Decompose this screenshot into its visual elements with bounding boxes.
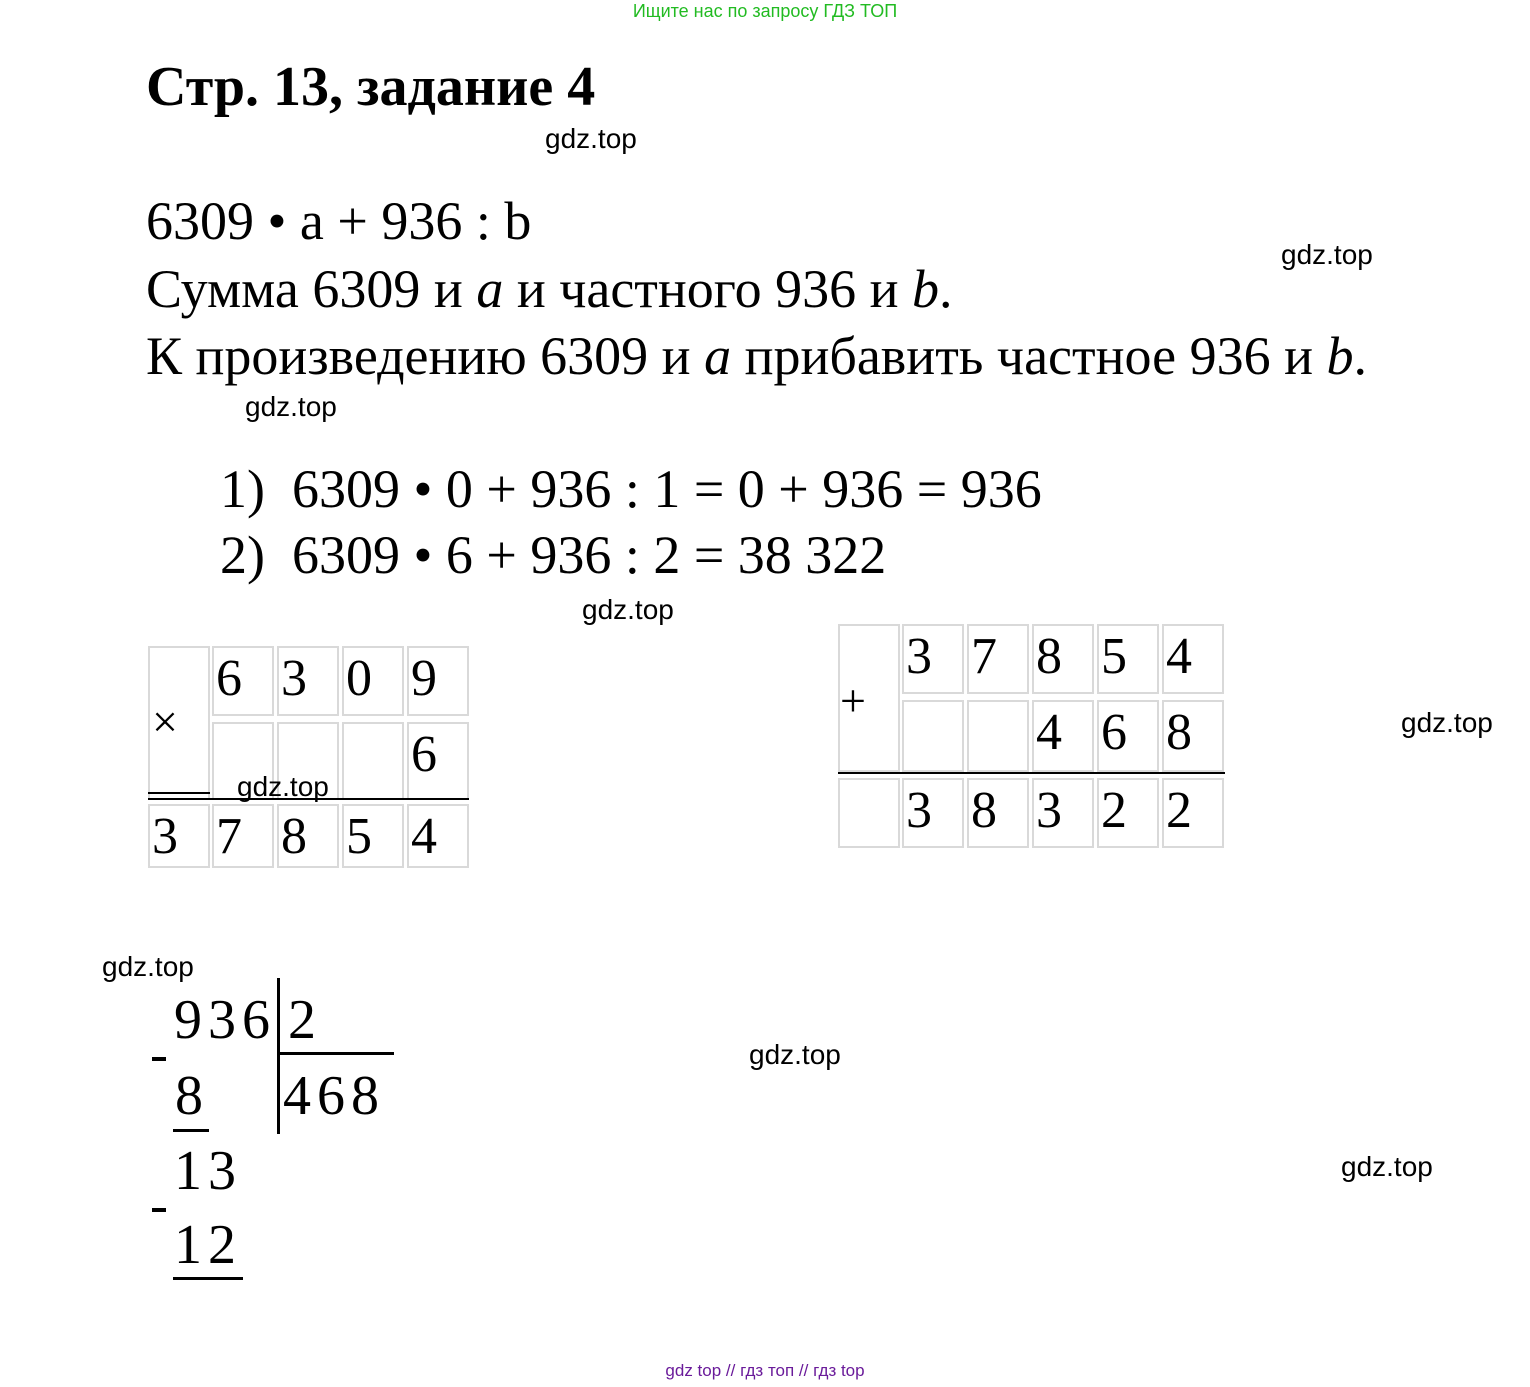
grid-cell: 5 — [1097, 624, 1159, 694]
grid-cell: 4 — [407, 804, 469, 868]
grid-cell: 3 — [902, 778, 964, 848]
watermark: gdz.top — [102, 951, 194, 982]
grid-cell: 7 — [212, 804, 274, 868]
grid-cell — [967, 700, 1029, 772]
divisor: 2 — [288, 989, 322, 1051]
grid-cell: 2 — [1097, 778, 1159, 848]
plus-sign: + — [840, 675, 866, 726]
watermark: gdz.top — [237, 771, 329, 802]
grid-cell: 3 — [902, 624, 964, 694]
minus-sign — [152, 1057, 166, 1061]
dividend: 936 — [174, 989, 276, 1051]
search-banner: Ищите нас по запросу ГДЗ ТОП — [632, 1, 898, 21]
grid-cell: 4 — [1032, 700, 1094, 772]
subtrahend-2: 12 — [174, 1214, 242, 1276]
watermark: gdz.top — [1341, 1151, 1433, 1182]
grid-cell — [902, 700, 964, 772]
remainder-1: 13 — [174, 1140, 242, 1202]
grid-cell: 0 — [342, 646, 404, 716]
grid-cell — [342, 722, 404, 800]
grid-cell: 5 — [342, 804, 404, 868]
grid-cell: 7 — [967, 624, 1029, 694]
result-line — [838, 772, 1225, 774]
reading-product: К произведению 6309 и a прибавить частное 936 и b. — [146, 326, 1368, 386]
grid-cell: 8 — [277, 804, 339, 868]
watermark: gdz.top — [1281, 239, 1373, 270]
page-title: Стр. 13, задание 4 — [146, 56, 596, 118]
underline — [148, 792, 210, 794]
grid-cell: 6 — [212, 646, 274, 716]
underline — [173, 1277, 243, 1280]
grid-cell: 4 — [1162, 624, 1224, 694]
grid-cell: 6 — [1097, 700, 1159, 772]
grid-cell: 9 — [407, 646, 469, 716]
grid-cell: 2 — [1162, 778, 1224, 848]
grid-cell — [838, 778, 900, 848]
grid-cell: 8 — [1032, 624, 1094, 694]
quotient-line — [280, 1052, 394, 1055]
expression: 6309 • a + 936 : b — [146, 191, 532, 251]
grid-cell: 6 — [407, 722, 469, 800]
minus-sign — [152, 1208, 166, 1212]
watermark: gdz.top — [749, 1039, 841, 1070]
grid-cell: 8 — [967, 778, 1029, 848]
watermark: gdz.top — [545, 123, 637, 154]
watermark: gdz.top — [582, 594, 674, 625]
solution-2: 2) 6309 • 6 + 936 : 2 = 38 322 — [220, 525, 887, 585]
solution-1: 1) 6309 • 0 + 936 : 1 = 0 + 936 = 936 — [220, 459, 1042, 519]
grid-cell: 3 — [148, 804, 210, 868]
underline — [173, 1129, 209, 1132]
quotient: 468 — [283, 1065, 385, 1127]
grid-cell: 8 — [1162, 700, 1224, 772]
grid-cell: 3 — [1032, 778, 1094, 848]
subtrahend-1: 8 — [175, 1065, 209, 1127]
watermark: gdz.top — [245, 391, 337, 422]
grid-cell: 3 — [277, 646, 339, 716]
division-bar — [277, 978, 280, 1134]
multiply-sign: × — [152, 696, 178, 747]
reading-sum: Сумма 6309 и a и частного 936 и b. — [146, 259, 953, 319]
watermark: gdz.top — [1401, 707, 1493, 738]
footer-links[interactable]: gdz top // гдз топ // гдз top — [665, 1361, 865, 1380]
